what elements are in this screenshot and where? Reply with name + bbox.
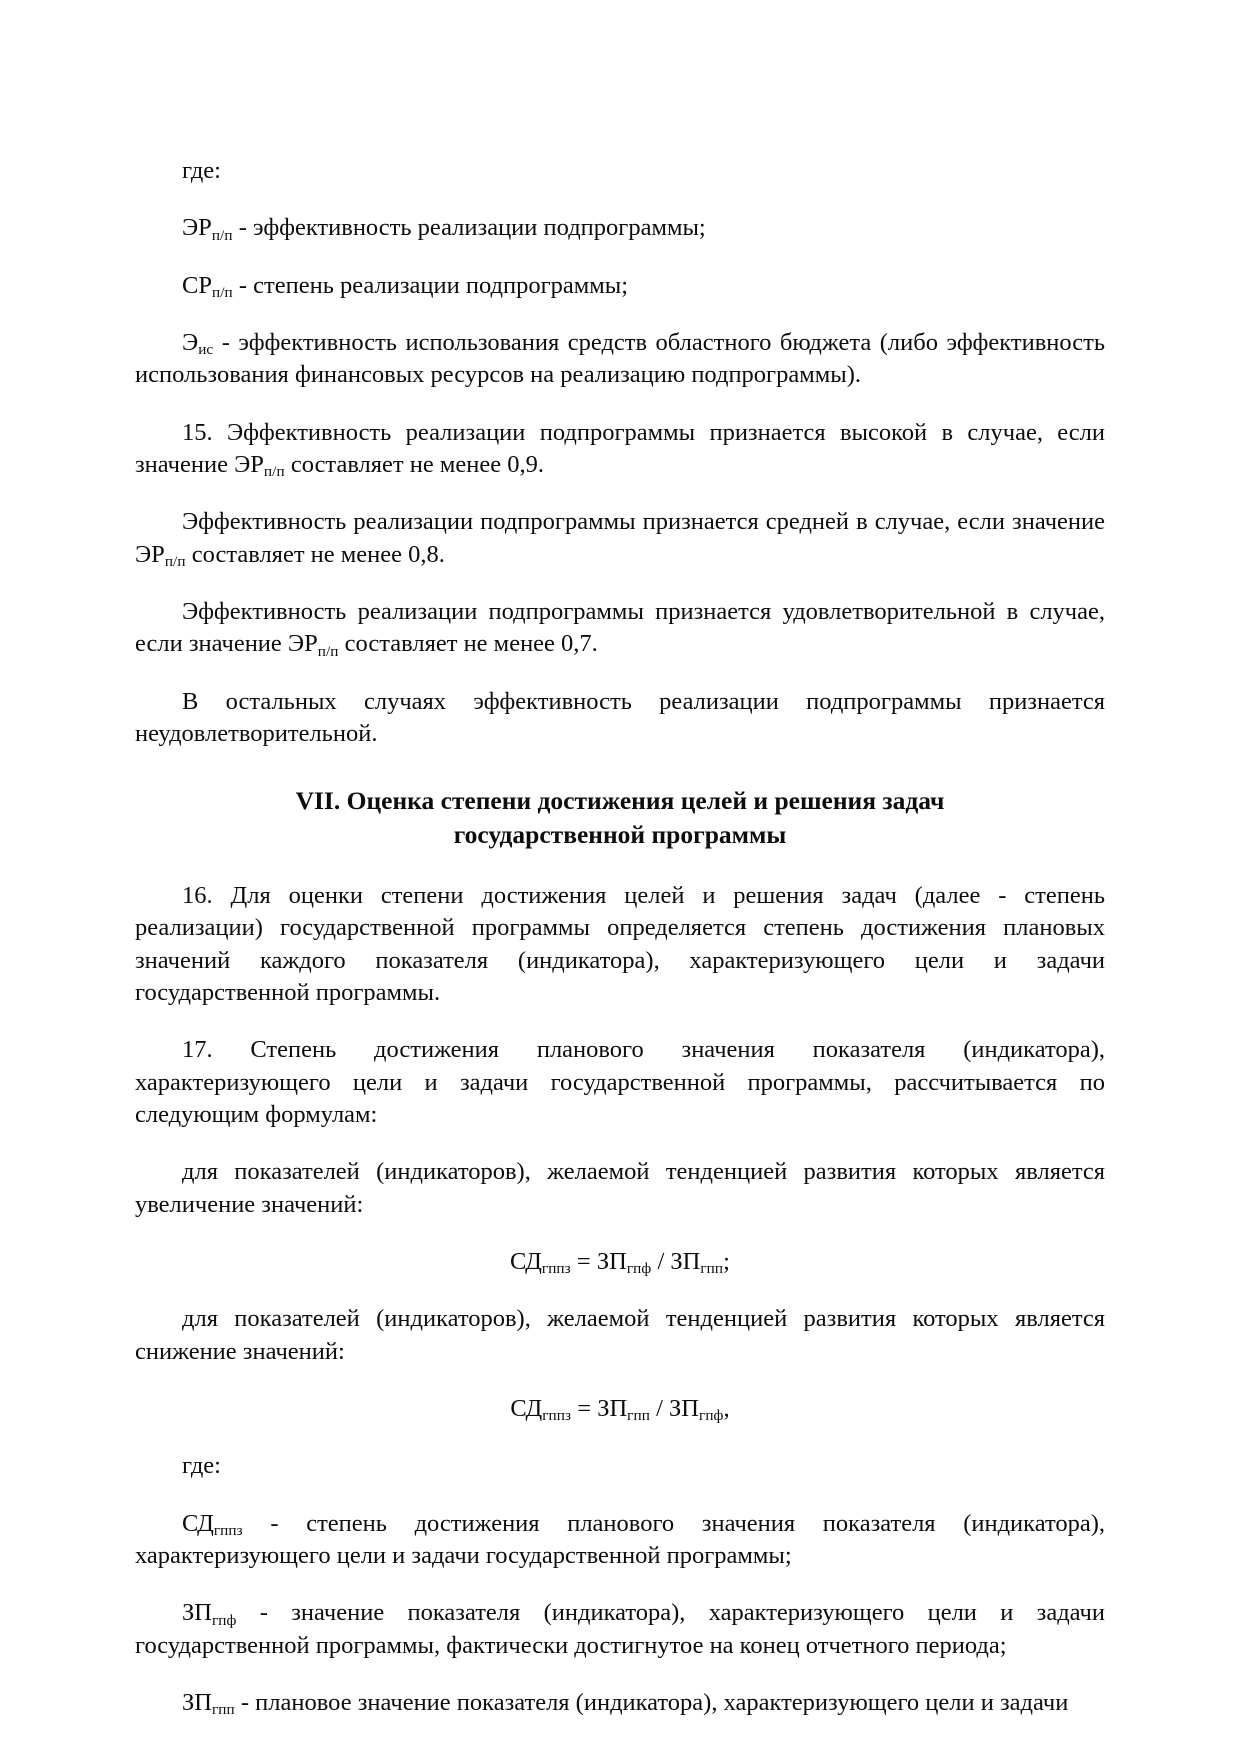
formula-increase-lhs-subscript: гппз	[541, 1260, 571, 1278]
paragraph-item-17: 17. Степень достижения планового значения показателя (индикатора), характеризующего цели и задачи государственной программы, рассчитывается по следующим формулам:	[135, 1036, 1105, 1129]
subscript-er-medium: п/п	[164, 552, 186, 570]
section-heading-line-1: VII. Оценка степени достижения целей и решения задач	[295, 786, 945, 816]
formula-increase-tail: ;	[723, 1248, 730, 1276]
item-15-satisfactory-lead: Эффективность реализации подпрограммы признается удовлетворительной в случае, если значение	[135, 597, 1105, 658]
definition-zp-fact-text: - значение показателя (индикатора), характеризующего цели и задачи государственной программы, фактически достигнутое на конец отчетного периода;	[135, 1599, 1105, 1659]
definition-er-text: - эффективность реализации подпрограммы;	[232, 214, 706, 242]
paragraph-intro-increase: для показателей (индикаторов), желаемой тенденцией развития которых является увеличение значений:	[135, 1158, 1105, 1218]
item-15-medium-tail: составляет не менее 0,8.	[185, 540, 445, 568]
formula-decrease-equals: =	[571, 1395, 598, 1423]
subscript-er-satisfactory: п/п	[317, 642, 339, 660]
item-15-satisfactory-tail: составляет не менее 0,7.	[338, 630, 598, 658]
term-zp-fact: ЗП	[182, 1599, 212, 1627]
document-body	[135, 155, 1105, 1719]
formula-decrease-denominator: ЗП	[669, 1395, 699, 1423]
subscript-zp-fact: гпф	[211, 1611, 237, 1629]
formula-increase-denominator-subscript: гпп	[700, 1260, 724, 1278]
subscript-eis: ис	[198, 341, 214, 359]
formula-decrease	[135, 1393, 1105, 1425]
term-sr: СР	[182, 271, 212, 299]
section-heading-vii	[135, 784, 1105, 852]
formula-decrease-denominator-subscript: гпф	[698, 1407, 724, 1425]
formula-decrease-numerator-subscript: гпп	[627, 1407, 650, 1425]
formula-increase-equals: =	[570, 1248, 597, 1276]
definition-eis-text: - эффективность использования средств областного бюджета (либо эффективность использования финансовых ресурсов на реализацию подпрограммы).	[135, 328, 1105, 389]
formula-increase-divider: /	[651, 1248, 671, 1276]
paragraph-definition-er	[135, 212, 1105, 244]
formula-increase-denominator: ЗП	[670, 1248, 701, 1276]
item-15-lead: 15. Эффективность реализации подпрограммы признается высокой в случае, если значение	[135, 418, 1105, 478]
paragraph-intro-decrease: для показателей (индикаторов), желаемой тенденцией развития которых является снижение значений:	[135, 1305, 1105, 1365]
paragraph-definition-sr	[135, 270, 1105, 302]
paragraph-where-label-2: где:	[182, 1452, 221, 1480]
paragraph-definition-eis	[135, 327, 1105, 392]
paragraph-item-15	[135, 417, 1105, 482]
formula-decrease-tail: ,	[723, 1395, 730, 1423]
formula-increase-numerator: ЗП	[596, 1248, 627, 1276]
formula-increase-lhs: СД	[510, 1248, 542, 1276]
definition-sr-text: - степень реализации подпрограммы;	[232, 271, 629, 299]
formula-decrease-divider: /	[649, 1395, 670, 1423]
formula-decrease-lhs: СД	[510, 1395, 543, 1423]
formula-decrease-lhs-subscript: гппз	[542, 1407, 572, 1425]
term-er-medium: ЭР	[135, 540, 165, 568]
formula-increase-numerator-subscript: гпф	[626, 1260, 652, 1278]
definition-sd-text: - степень достижения планового значения показателя (индикатора), характеризующего цели и задачи государственной программы;	[135, 1509, 1105, 1569]
term-eis: Э	[182, 328, 199, 356]
definition-zp-plan-text: - плановое значение показателя (индикатора), характеризующего цели и задачи	[234, 1688, 1069, 1716]
paragraph-definition-zp-fact	[135, 1597, 1105, 1662]
subscript-er: п/п	[211, 226, 233, 244]
paragraph-definition-sd	[135, 1508, 1105, 1573]
subscript-sr: п/п	[211, 283, 233, 301]
formula-decrease-numerator: ЗП	[597, 1395, 628, 1423]
item-15-tail: составляет не менее 0,9.	[284, 450, 544, 478]
subscript-er-15: п/п	[263, 463, 285, 481]
subscript-zp-plan: гпп	[211, 1701, 235, 1719]
paragraph-item-15-satisfactory	[135, 596, 1105, 661]
paragraph-item-16: 16. Для оценки степени достижения целей и решения задач (далее - степень реализации) государственной программы определяется степень достижения плановых значений каждого показателя (индикатора), характеризующего цели и задачи государственной программы.	[135, 882, 1105, 1007]
paragraph-item-15-unsatisfactory: В остальных случаях эффективность реализации подпрограммы признается неудовлетворительной.	[135, 687, 1105, 747]
subscript-sd: гппз	[213, 1521, 243, 1539]
section-heading-line-2: государственной программы	[453, 820, 787, 850]
term-er-satisfactory: ЭР	[287, 630, 318, 658]
paragraph-item-15-medium	[135, 506, 1105, 571]
term-er-15: ЭР	[234, 450, 264, 478]
paragraph-definition-zp-plan	[135, 1687, 1105, 1719]
paragraph-where-label-1: где:	[182, 157, 221, 184]
term-zp-plan: ЗП	[182, 1688, 212, 1716]
term-er: ЭР	[182, 214, 212, 242]
item-15-medium-lead: Эффективность реализации подпрограммы признается средней в случае, если значение	[182, 508, 1105, 536]
term-sd: СД	[182, 1509, 214, 1537]
formula-increase	[135, 1246, 1105, 1278]
